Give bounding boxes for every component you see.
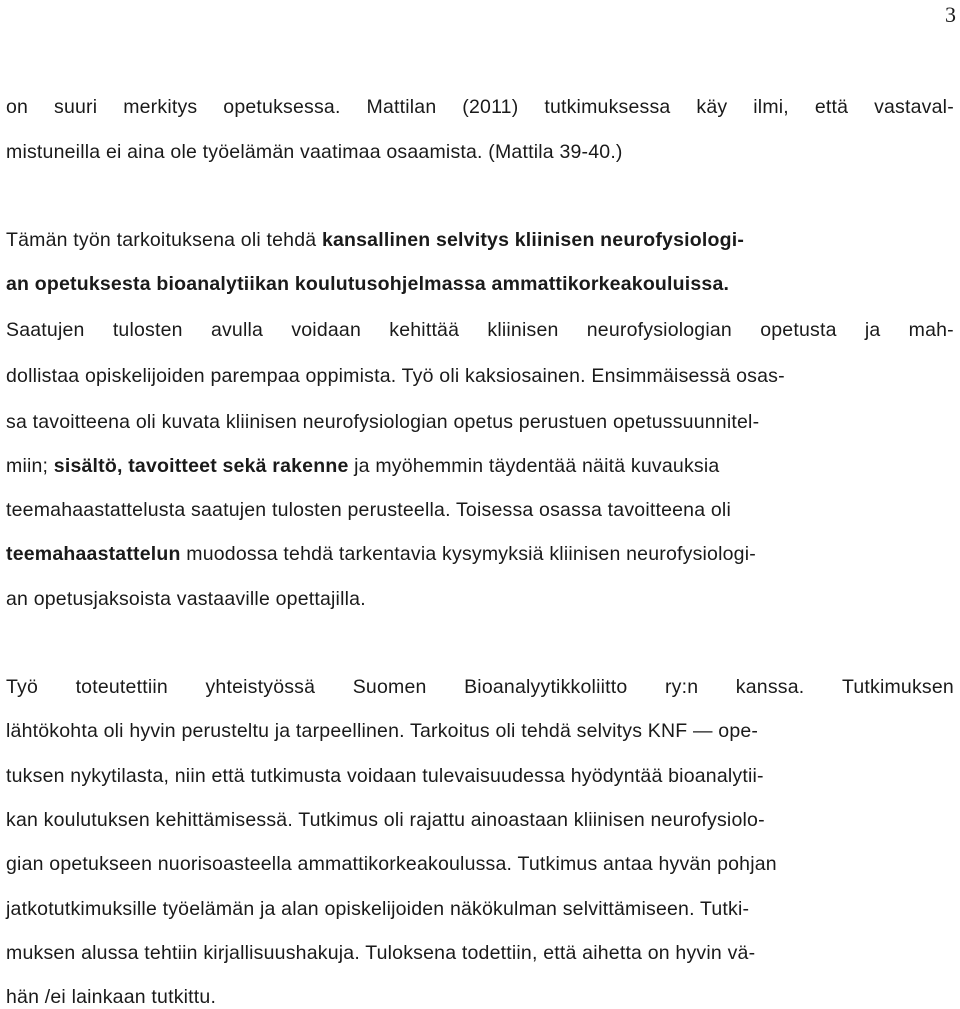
p2-line-6 [6, 454, 719, 478]
word: vastaval- [874, 96, 954, 118]
word: suuri [54, 96, 98, 118]
p2-line-6-plain-1: miin; [6, 455, 49, 477]
word: Suomen [352, 676, 427, 698]
p1-line-1 [6, 95, 954, 119]
p2-line-2: an opetuksesta bioanalytiikan koulutusohjelmassa ammattikorkeakouluissa. [6, 273, 730, 295]
p2-line-9: an opetusjaksoista vastaaville opettajilla. [6, 588, 366, 610]
word: mah- [908, 319, 954, 341]
word: kliinisen [487, 319, 559, 341]
word: Saatujen [6, 319, 85, 341]
p3-line-1 [6, 675, 954, 699]
p3-line-3: tuksen nykytilasta, niin että tutkimusta voidaan tulevaisuudessa hyödyntää bioanalytii- [6, 765, 764, 787]
word: tutkimuksessa [544, 96, 671, 118]
word: ilmi, [753, 96, 789, 118]
word: on [6, 96, 29, 118]
p2-line-8-bold: teemahaastattelun [6, 543, 181, 565]
word: avulla [210, 319, 264, 341]
p2-line-4: dollistaa opiskelijoiden parempaa oppimista. Työ oli kaksiosainen. Ensimmäisessä osas- [6, 365, 785, 387]
word: merkitys [123, 96, 198, 118]
word: opetuksessa. [223, 96, 341, 118]
p3-line-8: hän /ei lainkaan tutkittu. [6, 986, 217, 1008]
p2-line-1 [6, 228, 744, 252]
p2-line-1-bold: kansallinen selvitys kliinisen neurofysiologi- [321, 229, 745, 251]
word: ja [864, 319, 881, 341]
p2-line-1-plain: Tämän työn tarkoituksena oli tehdä [6, 229, 317, 251]
p3-line-6: jatkotutkimuksille työelämän ja alan opiskelijoiden näkökulman selvittämiseen. Tutki- [6, 898, 750, 920]
p3-line-4: kan koulutuksen kehittämisessä. Tutkimus oli rajattu ainoastaan kliinisen neurofysiolo- [6, 809, 765, 831]
word: ry:n [664, 676, 699, 698]
p3-line-5: gian opetukseen nuorisoasteella ammattikorkeakoulussa. Tutkimus antaa hyvän pohjan [6, 853, 777, 875]
word: toteutettiin [75, 676, 168, 698]
p3-line-7: muksen alussa tehtiin kirjallisuushakuja. Tuloksena todettiin, että aihetta on hyvin vä- [6, 942, 756, 964]
word: Mattilan [366, 96, 437, 118]
word: yhteistyössä [205, 676, 316, 698]
word: että [814, 96, 849, 118]
word: opetusta [760, 319, 837, 341]
p2-line-6-bold: sisältö, tavoitteet sekä rakenne [53, 455, 349, 477]
word: neurofysiologian [586, 319, 732, 341]
p2-line-3 [6, 318, 954, 342]
word: kehittää [389, 319, 460, 341]
word: Bioanalyytikkoliitto [464, 676, 628, 698]
page-number: 3 [945, 2, 956, 27]
p2-line-6-plain-2: ja myöhemmin täydentää näitä kuvauksia [354, 455, 720, 477]
word: Tutkimuksen [841, 676, 954, 698]
word: (2011) [462, 96, 519, 118]
word: käy [696, 96, 728, 118]
word: Työ [6, 676, 39, 698]
word: voidaan [291, 319, 362, 341]
p2-line-8-plain: muodossa tehdä tarkentavia kysymyksiä kliinisen neurofysiologi- [186, 543, 756, 565]
p2-line-8 [6, 542, 756, 566]
p1-line-2: mistuneilla ei aina ole työelämän vaatimaa osaamista. (Mattila 39-40.) [6, 141, 623, 163]
word: tulosten [112, 319, 183, 341]
p2-line-5: sa tavoitteena oli kuvata kliinisen neurofysiologian opetus perustuen opetussuunnitel- [6, 411, 760, 433]
p2-line-7: teemahaastattelusta saatujen tulosten perusteella. Toisessa osassa tavoitteena oli [6, 499, 731, 521]
word: kanssa. [735, 676, 805, 698]
p3-line-2: lähtökohta oli hyvin perusteltu ja tarpeellinen. Tarkoitus oli tehdä selvitys KNF — ope- [6, 720, 759, 742]
